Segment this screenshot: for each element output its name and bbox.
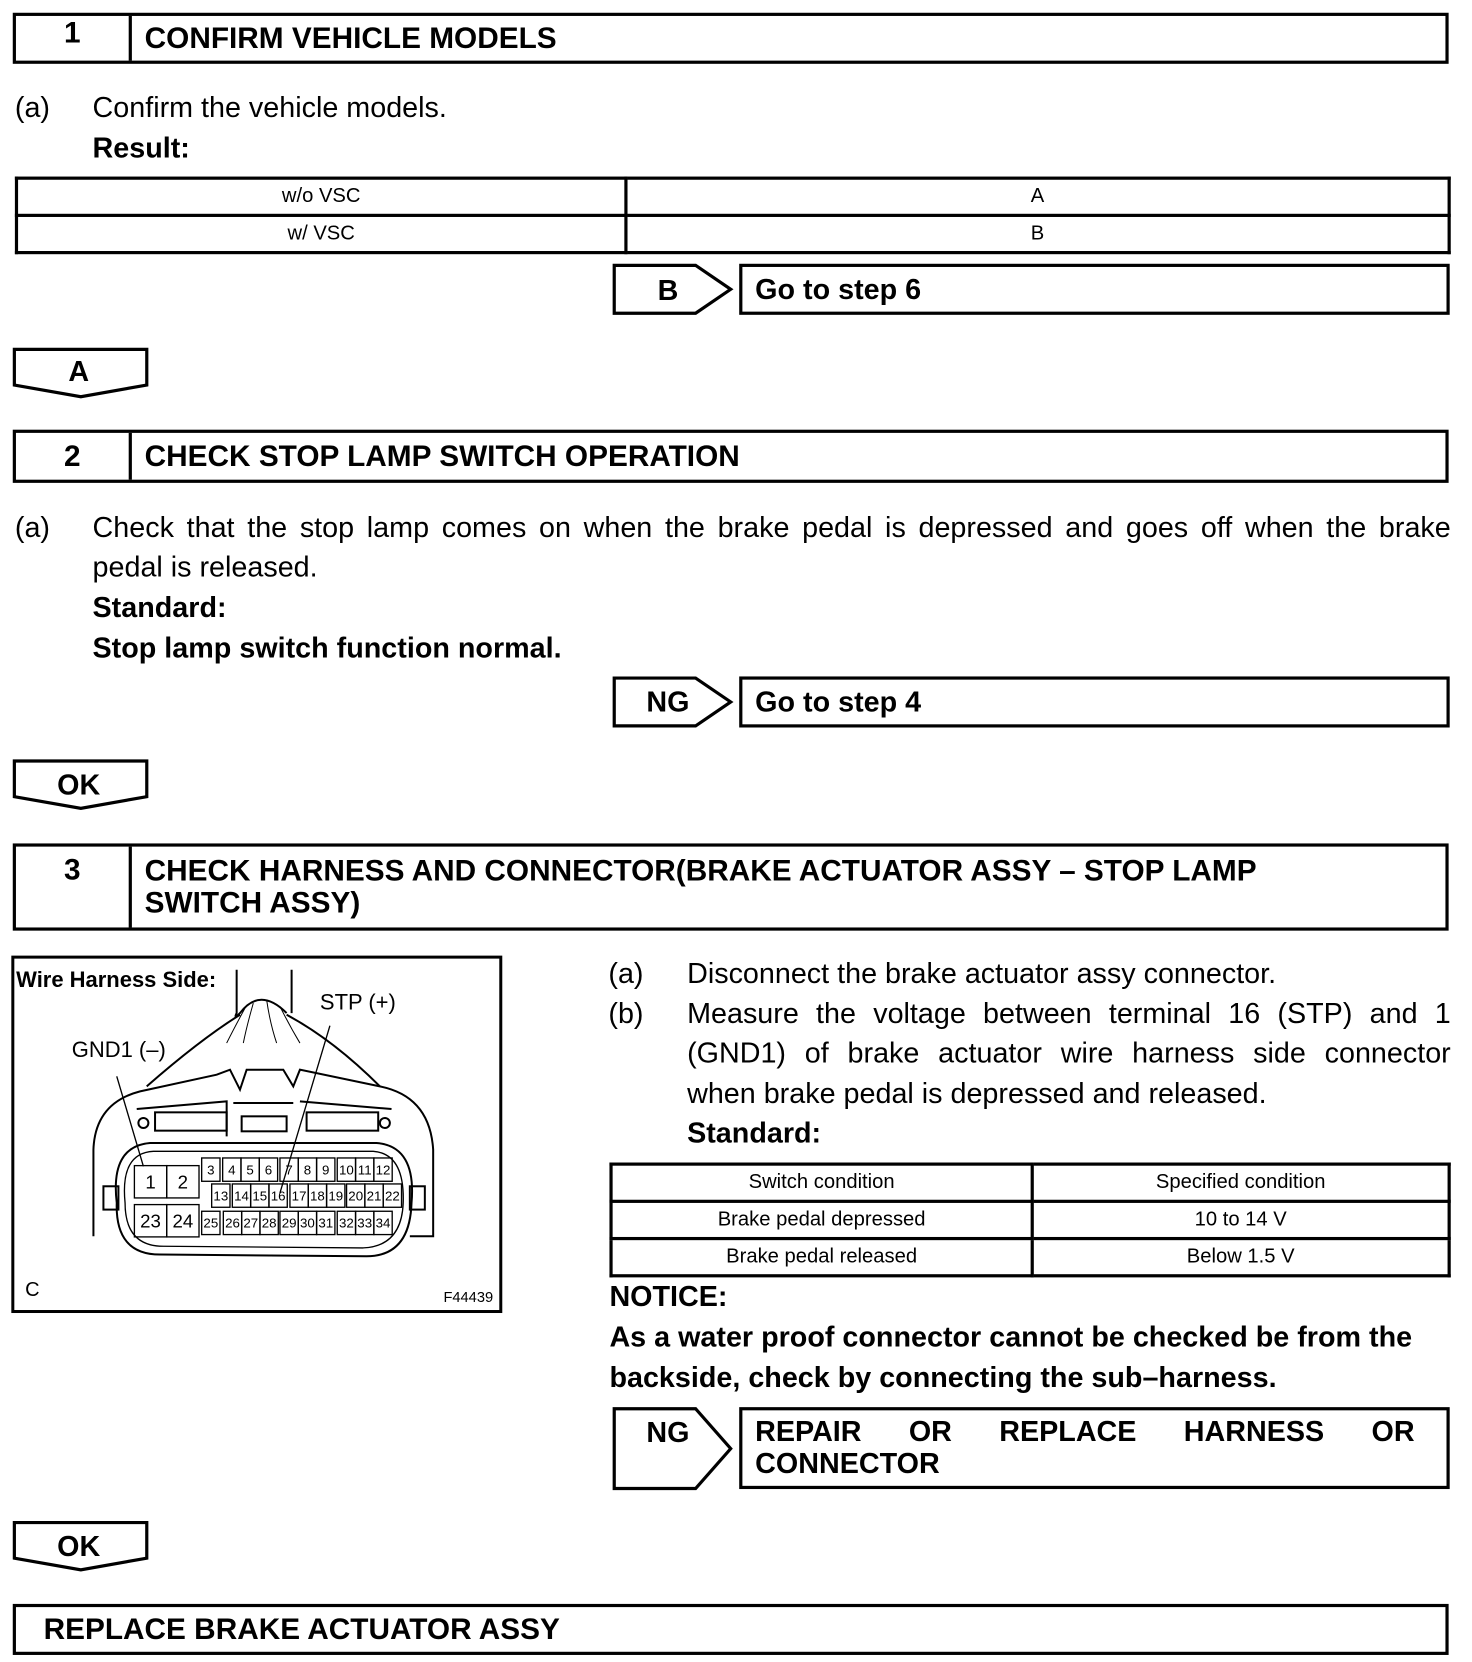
go-to-step-6-link[interactable]: Go to step 6: [739, 264, 1449, 315]
notice-text: As a water proof connector cannot be checked be from the: [609, 1320, 1413, 1353]
pin-number: 30: [300, 1215, 315, 1231]
step-title: [132, 847, 1446, 928]
step-title: CHECK STOP LAMP SWITCH OPERATION: [144, 439, 740, 473]
tag-label: OK: [57, 769, 101, 802]
table-row: [16, 215, 1449, 252]
table-cell: Brake pedal released: [611, 1239, 1032, 1276]
pin-number: 19: [328, 1188, 344, 1204]
item-label: (a): [14, 91, 50, 124]
diagram-frame: [13, 957, 501, 1311]
item-label: (a): [608, 957, 644, 990]
step-title-line: CHECK HARNESS AND CONNECTOR(BRAKE ACTUATOR ASSY – STOP LAMP: [144, 854, 1257, 888]
branch-arrow-ng[interactable]: [613, 676, 734, 727]
pin-number: 18: [310, 1188, 325, 1204]
pin-number: 31: [318, 1215, 334, 1231]
step-title-line: SWITCH ASSY): [144, 885, 361, 919]
action-line: REPAIR OR REPLACE HARNESS OR: [755, 1415, 1415, 1448]
instruction-text: Measure the voltage between terminal 16 (STP) and 1: [687, 997, 1451, 1030]
instruction-text: when brake pedal is depressed and released.: [687, 1077, 1267, 1110]
instruction-text: Disconnect the brake actuator assy connector.: [687, 957, 1277, 990]
pin-number: 11: [357, 1162, 372, 1178]
table-cell: Brake pedal depressed: [611, 1201, 1032, 1238]
instruction-text: (GND1) of brake actuator wire harness side connector: [687, 1037, 1451, 1069]
pin-number: 2: [177, 1171, 189, 1193]
branch-label: NG: [646, 686, 690, 719]
table-cell: A: [626, 178, 1449, 215]
corner-label: C: [25, 1279, 40, 1302]
pin-number: 10: [338, 1162, 354, 1178]
pin-number: 15: [252, 1188, 268, 1204]
instruction-text: Check that the stop lamp comes on when the brake pedal is depressed and goes off when the brake: [92, 511, 1451, 544]
pin-number: 3: [207, 1162, 215, 1178]
table-row: [16, 178, 1449, 215]
continue-tag-a[interactable]: [13, 348, 149, 399]
step-1-header: [13, 13, 1449, 64]
pin-number: 12: [375, 1162, 391, 1178]
pin-number: 34: [375, 1215, 391, 1231]
pin-number: 6: [264, 1162, 273, 1178]
pin-number: 17: [291, 1188, 307, 1204]
step-number: 2: [16, 433, 132, 480]
step-3-header: [13, 843, 1449, 930]
item-label: (a): [14, 511, 50, 544]
stp-terminal-label: STP (+): [319, 989, 396, 1015]
pin-number: 29: [281, 1215, 297, 1231]
repair-or-replace-link[interactable]: [739, 1407, 1449, 1489]
tag-label: A: [68, 355, 90, 388]
pin-number: 20: [348, 1188, 364, 1204]
pin-number: 26: [225, 1215, 240, 1231]
pin-number: 1: [145, 1171, 156, 1193]
step-number: 3: [16, 847, 132, 928]
pin-number: 4: [228, 1162, 236, 1178]
step-number: 1: [16, 16, 132, 61]
pin-number: 8: [303, 1162, 312, 1178]
figure-id: F44439: [443, 1290, 494, 1307]
item-label: (b): [608, 997, 644, 1030]
notice-text: backside, check by connecting the sub–harness.: [609, 1361, 1277, 1394]
branch-label: B: [657, 274, 679, 307]
step-title: CONFIRM VEHICLE MODELS: [144, 21, 557, 55]
pin-number: 9: [322, 1162, 330, 1178]
tag-label: OK: [57, 1531, 101, 1564]
final-step-title: REPLACE BRAKE ACTUATOR ASSY: [43, 1612, 560, 1646]
connector-diagram: [0, 950, 600, 1330]
pin-number: 23: [140, 1210, 161, 1232]
notice-label: NOTICE:: [609, 1280, 728, 1313]
table-header: Specified condition: [1032, 1164, 1449, 1201]
branch-arrow-ng[interactable]: [613, 1407, 734, 1490]
pin-number: 7: [285, 1162, 293, 1178]
continue-tag-ok[interactable]: [13, 1521, 149, 1572]
standard-table: [609, 1163, 1450, 1278]
pin-number: 5: [246, 1162, 254, 1178]
pin-number: 24: [172, 1210, 194, 1232]
table-cell: w/ VSC: [16, 215, 625, 252]
pin-number: 32: [338, 1215, 354, 1231]
table-row: [611, 1201, 1449, 1238]
gnd1-terminal-label: GND1 (–): [71, 1037, 166, 1063]
table-cell: B: [626, 215, 1449, 252]
pin-number: 21: [366, 1188, 382, 1204]
pin-number: 25: [203, 1215, 219, 1231]
action-line: CONNECTOR: [755, 1447, 940, 1480]
continue-tag-ok[interactable]: [13, 759, 149, 810]
pin-number: 22: [384, 1188, 400, 1204]
diagram-heading: Wire Harness Side:: [16, 967, 217, 993]
instruction-text: Confirm the vehicle models.: [92, 91, 447, 124]
table-cell: Below 1.5 V: [1032, 1239, 1449, 1276]
pin-number: 28: [261, 1215, 277, 1231]
table-header: Switch condition: [611, 1164, 1032, 1201]
standard-label: Standard:: [92, 591, 227, 624]
table-row: [611, 1239, 1449, 1276]
final-step-header: [13, 1604, 1449, 1655]
pin-number: 13: [213, 1188, 229, 1204]
pin-number: 27: [243, 1215, 259, 1231]
pin-number: 14: [234, 1188, 249, 1204]
table-cell: w/o VSC: [16, 178, 625, 215]
table-header-row: [611, 1164, 1449, 1201]
connector-pins: [134, 1158, 401, 1237]
instruction-text: pedal is released.: [92, 550, 318, 583]
go-to-step-4-link[interactable]: Go to step 4: [739, 676, 1449, 727]
standard-label: Standard:: [687, 1116, 822, 1149]
pin-number: 16: [270, 1188, 286, 1204]
branch-arrow-b[interactable]: [613, 264, 734, 315]
pin-number: 33: [357, 1215, 373, 1231]
result-table: [15, 177, 1451, 255]
result-label: Result:: [92, 131, 190, 164]
step-2-header: [13, 430, 1449, 483]
table-cell: 10 to 14 V: [1032, 1201, 1449, 1238]
branch-label: NG: [646, 1417, 690, 1450]
standard-text: Stop lamp switch function normal.: [92, 631, 562, 664]
